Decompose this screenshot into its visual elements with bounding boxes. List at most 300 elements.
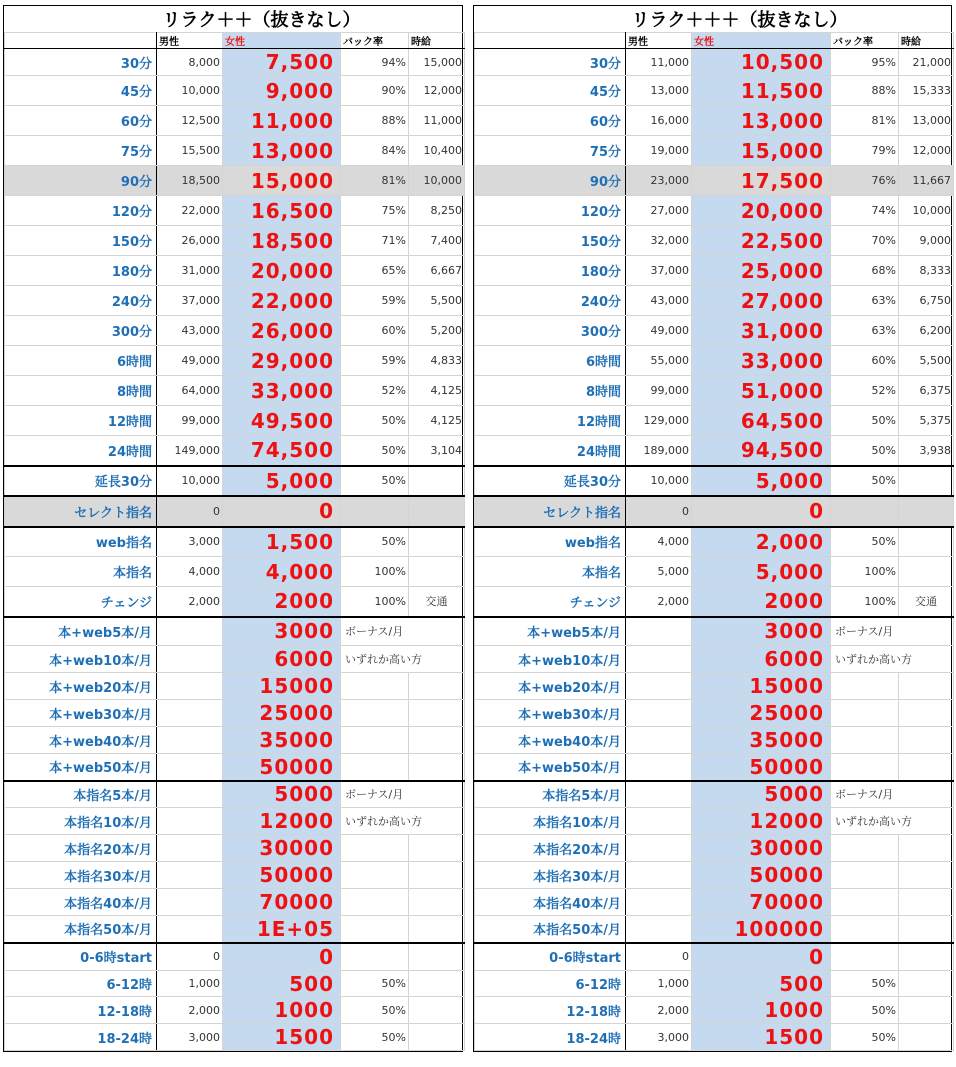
row-label: 240分 [5,286,157,316]
table-row [475,971,954,997]
row-label: 24時間 [5,436,157,466]
male-price [157,700,223,727]
male-price: 12,500 [157,106,223,136]
bonus-note: いずれか高い方 [831,646,954,673]
male-price [157,808,223,835]
male-price: 8,000 [157,49,223,76]
hourly-wage [899,496,954,527]
back-rate [831,673,899,700]
table-row [475,916,954,943]
back-rate: 81% [831,106,899,136]
row-label: 本+web50本/月 [5,754,157,781]
table-row [475,436,954,466]
table-row [5,256,465,286]
back-rate: 50% [831,1024,899,1051]
hourly-wage: 交通 [899,587,954,617]
female-price: 26,000 [223,316,341,346]
table-row [475,226,954,256]
female-price: 1500 [692,1024,831,1051]
male-price [157,835,223,862]
table-row [475,496,954,527]
row-label: チェンジ [475,587,626,617]
hourly-wage: 15,333 [899,76,954,106]
hourly-wage: 6,200 [899,316,954,346]
female-price: 4,000 [223,557,341,587]
female-price: 15000 [692,673,831,700]
hourly-wage: 8,250 [409,196,465,226]
table-row [475,196,954,226]
row-label: 本+web30本/月 [5,700,157,727]
row-label: 18-24時 [5,1024,157,1051]
male-price: 15,500 [157,136,223,166]
hourly-wage: 10,400 [409,136,465,166]
back-rate: 50% [831,997,899,1024]
back-rate: 100% [341,557,409,587]
table-row [5,889,465,916]
header-male: 男性 [626,33,692,49]
hourly-wage: 3,104 [409,436,465,466]
male-price [626,700,692,727]
male-price [626,781,692,808]
male-price: 3,000 [157,527,223,557]
table-row [5,971,465,997]
female-price: 9,000 [223,76,341,106]
hourly-wage [409,727,465,754]
male-price [626,727,692,754]
hourly-wage [899,673,954,700]
table-row [5,49,465,76]
male-price: 129,000 [626,406,692,436]
male-price: 4,000 [157,557,223,587]
row-label: 30分 [475,49,626,76]
male-price: 3,000 [157,1024,223,1051]
male-price: 55,000 [626,346,692,376]
female-price: 1,500 [223,527,341,557]
table-row [5,76,465,106]
male-price: 49,000 [626,316,692,346]
row-label: 本+web50本/月 [475,754,626,781]
row-label: 本指名40本/月 [5,889,157,916]
table-row [5,673,465,700]
hourly-wage [899,557,954,587]
male-price [157,673,223,700]
female-price: 15,000 [223,166,341,196]
hourly-wage: 10,000 [899,196,954,226]
female-price: 49,500 [223,406,341,436]
female-price: 22,500 [692,226,831,256]
male-price: 19,000 [626,136,692,166]
hourly-wage [409,673,465,700]
table-row [475,889,954,916]
hourly-wage [409,916,465,943]
table-row [475,617,954,646]
row-label: 本指名30本/月 [475,862,626,889]
row-label: 75分 [5,136,157,166]
back-rate: 60% [341,316,409,346]
hourly-wage [899,1024,954,1051]
row-label: 75分 [475,136,626,166]
male-price: 27,000 [626,196,692,226]
back-rate: 76% [831,166,899,196]
hourly-wage: 4,125 [409,376,465,406]
row-label: 本指名5本/月 [475,781,626,808]
table-row [5,646,465,673]
table-row [5,376,465,406]
hourly-wage: 5,500 [899,346,954,376]
header-rate: バック率 [831,33,899,49]
back-rate: 50% [341,1024,409,1051]
female-price: 2000 [223,587,341,617]
male-price: 2,000 [157,587,223,617]
hourly-wage [899,943,954,971]
female-price: 35000 [223,727,341,754]
table-row [475,256,954,286]
male-price [157,646,223,673]
female-price: 94,500 [692,436,831,466]
table-row [475,943,954,971]
row-label: 30分 [5,49,157,76]
female-price: 500 [692,971,831,997]
back-rate [341,673,409,700]
back-rate: 50% [341,971,409,997]
male-price [626,754,692,781]
female-price: 74,500 [223,436,341,466]
row-label: 12時間 [5,406,157,436]
female-price: 6000 [692,646,831,673]
table-row [5,196,465,226]
row-label: 180分 [5,256,157,286]
back-rate [341,835,409,862]
price-table [474,6,954,1051]
header-female: 女性 [692,33,831,49]
back-rate: 100% [831,557,899,587]
row-label: 本+web20本/月 [475,673,626,700]
row-label: 6時間 [475,346,626,376]
male-price: 11,000 [626,49,692,76]
table-row [475,466,954,496]
hourly-wage: 12,000 [409,76,465,106]
row-label: 本指名10本/月 [475,808,626,835]
male-price: 64,000 [157,376,223,406]
male-price [626,646,692,673]
male-price [157,916,223,943]
female-price: 17,500 [692,166,831,196]
hourly-wage [899,466,954,496]
female-price: 33,000 [223,376,341,406]
female-price: 50000 [692,754,831,781]
hourly-wage: 交通 [409,587,465,617]
row-label: 本指名30本/月 [5,862,157,889]
hourly-wage: 9,000 [899,226,954,256]
row-label: 本+web10本/月 [5,646,157,673]
table-row [475,76,954,106]
header-blank [475,33,626,49]
hourly-wage: 7,400 [409,226,465,256]
male-price [157,889,223,916]
female-price: 25000 [223,700,341,727]
female-price: 50000 [223,862,341,889]
table-row [5,943,465,971]
male-price: 3,000 [626,1024,692,1051]
female-price: 3000 [223,617,341,646]
row-label: 150分 [5,226,157,256]
male-price: 2,000 [157,997,223,1024]
table-row [475,106,954,136]
back-rate [831,496,899,527]
back-rate [341,727,409,754]
table-row [5,527,465,557]
row-label: 本+web5本/月 [475,617,626,646]
price-sheet-right [473,5,952,1052]
male-price: 10,000 [157,466,223,496]
row-label: 本指名10本/月 [5,808,157,835]
table-row [5,700,465,727]
table-row [5,466,465,496]
female-price: 1500 [223,1024,341,1051]
row-label: 本+web20本/月 [5,673,157,700]
table-row [475,997,954,1024]
male-price [626,808,692,835]
hourly-wage: 11,000 [409,106,465,136]
spacer-cell [475,6,626,33]
spacer-cell [5,6,157,33]
header-female: 女性 [223,33,341,49]
male-price: 18,500 [157,166,223,196]
back-rate: 50% [341,527,409,557]
back-rate: 50% [341,466,409,496]
hourly-wage [409,527,465,557]
hourly-wage [409,862,465,889]
female-price: 29,000 [223,346,341,376]
table-row [475,286,954,316]
male-price: 189,000 [626,436,692,466]
hourly-wage [899,862,954,889]
female-price: 25,000 [692,256,831,286]
table-row [5,406,465,436]
back-rate: 95% [831,49,899,76]
male-price: 13,000 [626,76,692,106]
table-row [475,527,954,557]
table-row [475,316,954,346]
row-label: 0-6時start [475,943,626,971]
female-price: 1000 [692,997,831,1024]
table-row [475,346,954,376]
female-price: 15,000 [692,136,831,166]
hourly-wage [409,700,465,727]
row-label: 120分 [5,196,157,226]
row-label: セレクト指名 [5,496,157,527]
male-price: 4,000 [626,527,692,557]
female-price: 13,000 [223,136,341,166]
male-price [157,862,223,889]
male-price [626,916,692,943]
row-label: 本指名 [5,557,157,587]
table-row [5,346,465,376]
hourly-wage [899,916,954,943]
hourly-wage [899,700,954,727]
table-row [5,226,465,256]
row-label: 本+web40本/月 [5,727,157,754]
hourly-wage: 15,000 [409,49,465,76]
back-rate: 88% [831,76,899,106]
row-label: 本指名50本/月 [5,916,157,943]
back-rate [831,754,899,781]
table-row [5,557,465,587]
male-price: 10,000 [626,466,692,496]
male-price [626,862,692,889]
hourly-wage: 6,375 [899,376,954,406]
table-row [475,727,954,754]
row-label: 12-18時 [5,997,157,1024]
hourly-wage: 10,000 [409,166,465,196]
back-rate [341,754,409,781]
hourly-wage: 11,667 [899,166,954,196]
back-rate [831,916,899,943]
table-row [475,754,954,781]
row-label: 90分 [5,166,157,196]
hourly-wage [409,835,465,862]
hourly-wage [899,727,954,754]
hourly-wage [409,496,465,527]
male-price: 0 [157,496,223,527]
table-row [475,808,954,835]
back-rate: 100% [341,587,409,617]
hourly-wage: 6,750 [899,286,954,316]
back-rate: 71% [341,226,409,256]
back-rate: 94% [341,49,409,76]
table-row [5,835,465,862]
male-price: 99,000 [626,376,692,406]
back-rate [831,727,899,754]
female-price: 5000 [223,781,341,808]
female-price: 500 [223,971,341,997]
hourly-wage [409,943,465,971]
table-row [475,587,954,617]
male-price: 43,000 [626,286,692,316]
male-price [626,889,692,916]
male-price [626,673,692,700]
back-rate: 63% [831,316,899,346]
table-row [5,727,465,754]
table-row [5,166,465,196]
price-sheet-left [3,5,463,1052]
back-rate: 59% [341,286,409,316]
female-price: 2,000 [692,527,831,557]
back-rate [831,700,899,727]
back-rate [341,862,409,889]
header-wage: 時給 [899,33,954,49]
back-rate [341,496,409,527]
back-rate [341,943,409,971]
table-row [5,754,465,781]
row-label: 18-24時 [475,1024,626,1051]
female-price: 25000 [692,700,831,727]
hourly-wage: 12,000 [899,136,954,166]
hourly-wage [899,997,954,1024]
row-label: 6-12時 [475,971,626,997]
female-price: 15000 [223,673,341,700]
male-price [157,754,223,781]
male-price: 0 [626,943,692,971]
row-label: 45分 [5,76,157,106]
bonus-note: ボーナス/月 [831,617,954,646]
back-rate [831,862,899,889]
female-price: 35000 [692,727,831,754]
row-label: セレクト指名 [475,496,626,527]
male-price: 149,000 [157,436,223,466]
table-row [475,166,954,196]
price-table [4,6,465,1051]
male-price: 0 [626,496,692,527]
row-label: 12-18時 [475,997,626,1024]
row-label: 12時間 [475,406,626,436]
hourly-wage: 4,833 [409,346,465,376]
hourly-wage: 6,667 [409,256,465,286]
bonus-note: いずれか高い方 [341,646,465,673]
row-label: 60分 [475,106,626,136]
female-price: 1E+05 [223,916,341,943]
female-price: 0 [223,943,341,971]
back-rate: 84% [341,136,409,166]
female-price: 11,000 [223,106,341,136]
table-row [475,646,954,673]
female-price: 70000 [692,889,831,916]
male-price: 10,000 [157,76,223,106]
back-rate: 52% [831,376,899,406]
sheet-title: リラク＋＋＋（抜きなし） [631,10,848,31]
table-row [5,136,465,166]
table-row [475,862,954,889]
male-price [626,835,692,862]
table-row [475,49,954,76]
hourly-wage: 3,938 [899,436,954,466]
hourly-wage: 4,125 [409,406,465,436]
female-price: 20,000 [692,196,831,226]
hourly-wage [409,889,465,916]
female-price: 12000 [223,808,341,835]
female-price: 64,500 [692,406,831,436]
back-rate [831,943,899,971]
back-rate: 50% [341,406,409,436]
hourly-wage [409,1024,465,1051]
table-row [5,496,465,527]
female-price: 0 [223,496,341,527]
table-row [5,1024,465,1051]
row-label: 0-6時start [5,943,157,971]
row-label: 45分 [475,76,626,106]
female-price: 13,000 [692,106,831,136]
hourly-wage: 5,200 [409,316,465,346]
male-price: 99,000 [157,406,223,436]
female-price: 18,500 [223,226,341,256]
female-price: 100000 [692,916,831,943]
male-price: 1,000 [626,971,692,997]
female-price: 20,000 [223,256,341,286]
female-price: 30000 [692,835,831,862]
back-rate: 90% [341,76,409,106]
back-rate: 63% [831,286,899,316]
row-label: 240分 [475,286,626,316]
row-label: 本指名 [475,557,626,587]
hourly-wage [899,527,954,557]
male-price: 37,000 [626,256,692,286]
female-price: 5000 [692,781,831,808]
hourly-wage: 5,375 [899,406,954,436]
table-row [5,106,465,136]
male-price: 5,000 [626,557,692,587]
table-row [475,376,954,406]
female-price: 50000 [692,862,831,889]
